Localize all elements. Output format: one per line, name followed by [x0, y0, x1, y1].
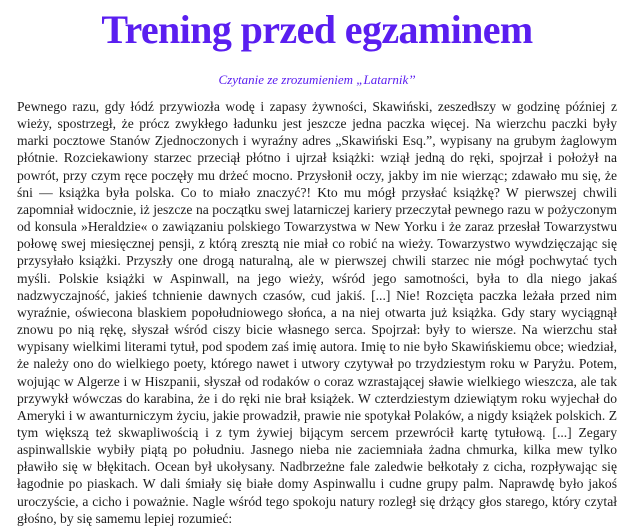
article-paragraph: Pewnego razu, gdy łódź przywiozła wodę i zapasy żywności, Skawiński, zeszedłszy w godzinę później z wieży, spostrzegł, że prócz zwykłego ładunku jest jeszcze jedna paczka więcej. Na wierzchu paczki były marki pocztowe Stanów Zjednoczonych i wyraźny adres „Skawiński Esq.”, wypisany na grubym żaglowym płótnie. Rozciekawiony starzec przeciął płótno i ujrzał książki: wziął jedną do ręki, spojrzał i położył na powrót, przy czym ręce poczęły mu drżeć mocno. Przysłonił oczy, jakby im nie wierząc; zdawało mu się, że śni — książka była polska. Co to miało znaczyć?! Kto mu mógł przysłać książkę? W pierwszej chwili zapomniał widocznie, iż jeszcze na początku swej latarniczej kariery przeczytał pewnego razu w pożyczonym od konsula »Heraldzie« o zawiązaniu polskiego Towarzystwa w New Yorku i że zaraz przesłał Towarzystwu połowę swej miesięcznej pensji, z którą zresztą nie miał co robić na wieży. Towarzystwo wywdzięczając się przysyłało książki. Przyszły one drogą naturalną, ale w pierwszej chwili starzec nie mógł pochwytać tych myśli. Polskie książki w Aspinwall, na jego wieży, wśród jego samotności, była to dla niego jakaś nadzwyczajność, jakieś tchnienie dawnych czasów, cud jakiś. [...] Nie! Rozcięta paczka leżała przed nim wyraźnie, oświecona blaskiem popołudniowego słońca, a na niej otwarta już książka. Gdy stary wyciągnął znowu po nią rękę, słyszał wśród ciszy bicie własnego serca. Spojrzał: były to wiersze. Na wierzchu stał wypisany wielkimi literami tytuł, pod spodem zaś imię autora. Imię to nie było Skawińskiemu obce; wiedział, że należy ono do wielkiego poety, którego nawet i utwory czytywał po trzydziestym roku w Paryżu. Potem, wojując w Algerze i w Hiszpanii, słyszał od rodaków o coraz wzrastającej sławie wielkiego wieszcza, ale tak przywykł wówczas do karabina, że i do ręki nie brał książek. W czterdziestym dziewiątym roku wyjechał do Ameryki i w awanturniczym życiu, jakie prowadził, prawie nie spotykał Polaków, a nigdy książek polskich. Z tym większą też skwapliwością i z tym żywiej bijącym sercem przewrócił kartę tytułową. [...] Zegary aspinwallskie wybiły piątą po południu. Jasnego nieba nie zaciemniała żadna chmurka, kilka mew tylko pławiło się w błękitach. Ocean był ukołysany. Nadbrzeżne fale zaledwie bełkotały z cicha, rozpływając się łagodnie po piaskach. W dali śmiały się białe domy Aspinwallu i cudne grupy palm. Naprawdę było jakoś uroczyście, a cicho i poważnie. Nagle wśród tego spokoju natury rozległ się drżący głos starego, który czytał głośno, by się samemu lepiej rozumieć: [17, 99, 617, 526]
page-subtitle: Czytanie ze zrozumieniem „Latarnik’’ [218, 72, 416, 87]
page-title: Trening przed egzaminem [101, 7, 533, 52]
